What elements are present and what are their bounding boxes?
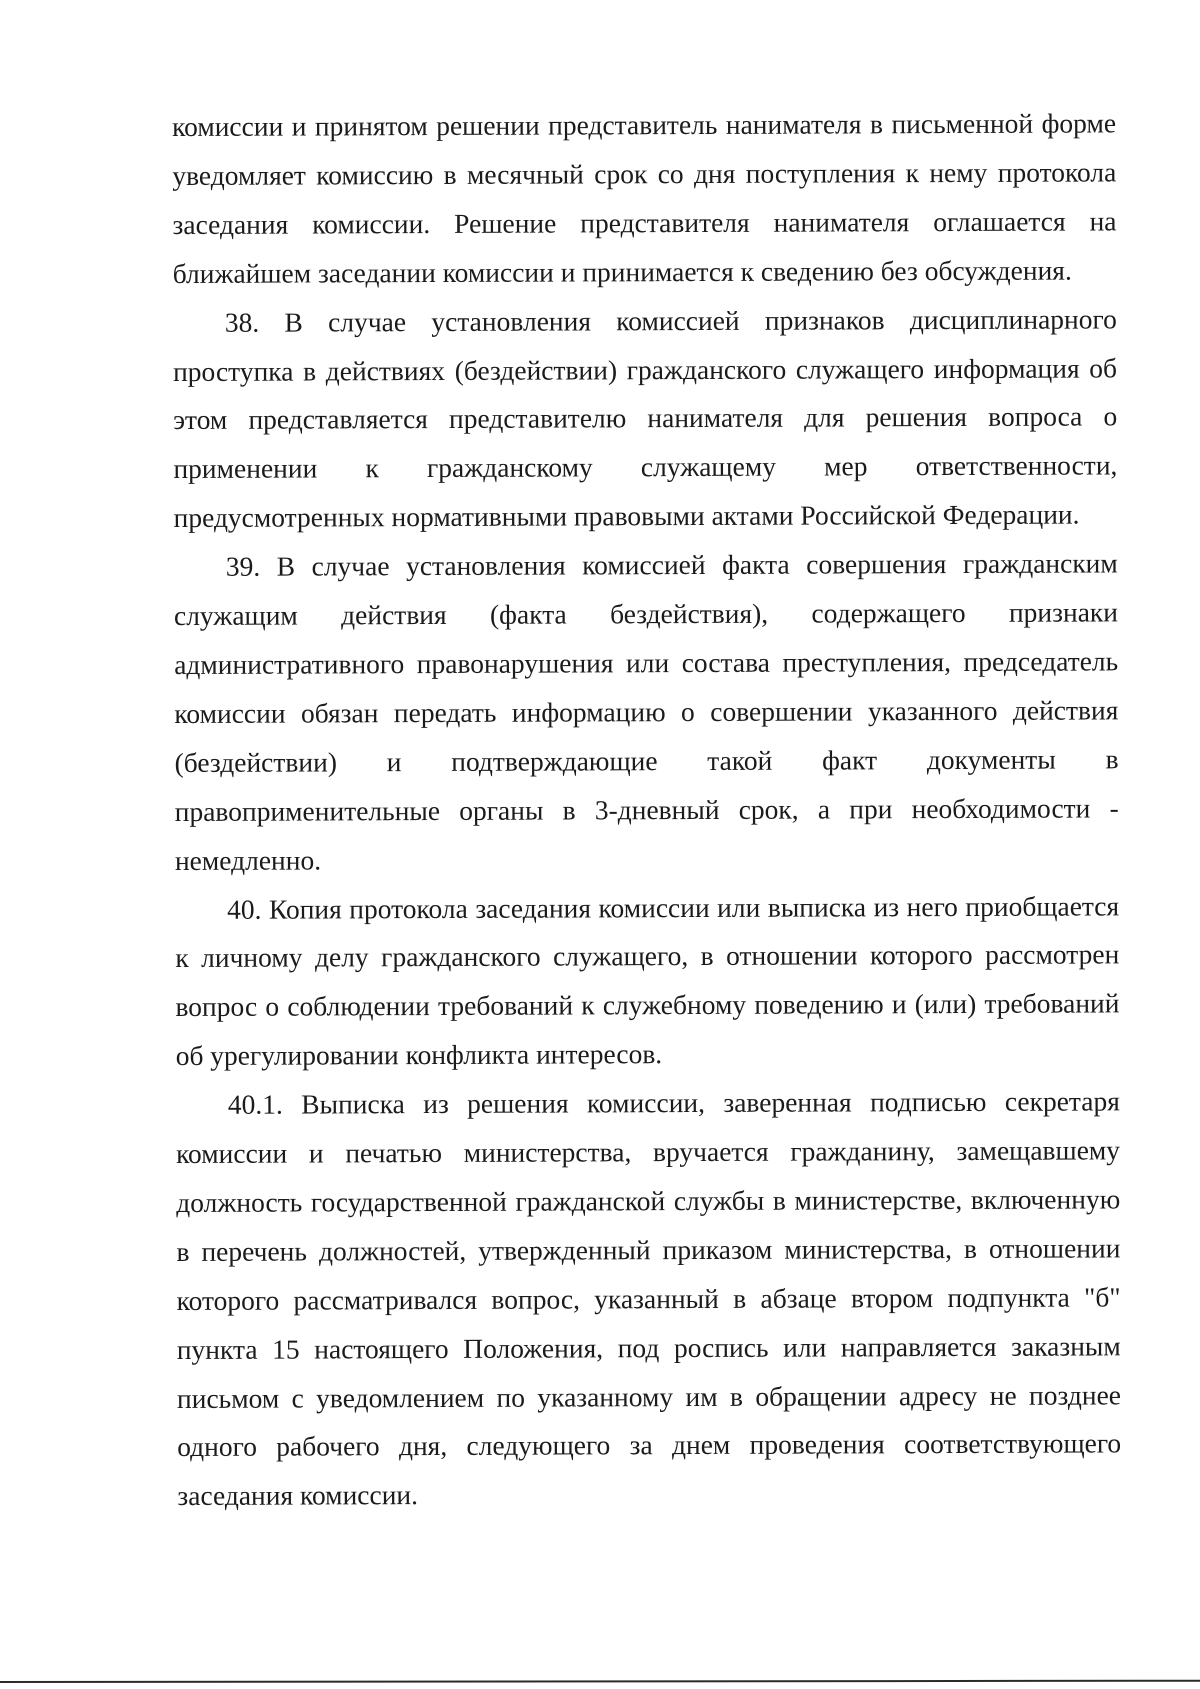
paragraph-40-1: 40.1. Выписка из решения комиссии, заверенная подписью секретаря комиссии и печатью министерства, вручается гражданину, замещавшему должность государственной гражданской службы в министерстве, включенную в перечень должностей, утвержденный приказом министерства, в отношении которого рассматривался вопрос, указанный в абзаце втором подпункта "б" пункта 15 настоящего Положения, под роспись или направляется заказным письмом с уведомлением по указанному им в обращении адресу не позднее одного рабочего дня, следующего за днем проведения соответствующего заседания комиссии. [175, 1085, 1122, 1512]
document-body [172, 99, 1121, 1521]
bottom-divider [0, 1680, 1200, 1683]
paragraph-38: 38. В случае установления комиссией признаков дисциплинарного проступка в действиях (бездействии) гражданского служащего информация об этом представляется представителю нанимателя для решения вопроса о применении к гражданскому служащему мер ответственности, предусмотренных нормативными правовыми актами Российской Федерации. [172, 302, 1118, 534]
paragraph-39: 39. В случае установления комиссией факта совершения гражданским служащим действия (факта бездействия), содержащего признаки административного правонарушения или состава преступления, председатель комиссии обязан передать информацию о совершении указанного действия (бездействии) и подтверждающие такой факт документы в правоприменительные органы в 3-дневный срок, а при необходимости - немедленно. [173, 547, 1119, 876]
paragraph-40: 40. Копия протокола заседания комиссии или выписка из него приобщается к личному делу гражданского служащего, в отношении которого рассмотрен вопрос о соблюдении требований к служебному поведению и (или) требований об урегулировании конфликта интересов. [175, 889, 1120, 1072]
paragraph-continuation: комиссии и принятом решении представитель нанимателя в письменной форме уведомляет комиссию в месячный срок со дня поступления к нему протокола заседания комиссии. Решение представителя нанимателя оглашается на ближайшем заседании комиссии и принимается к сведению без обсуждения. [172, 107, 1117, 289]
